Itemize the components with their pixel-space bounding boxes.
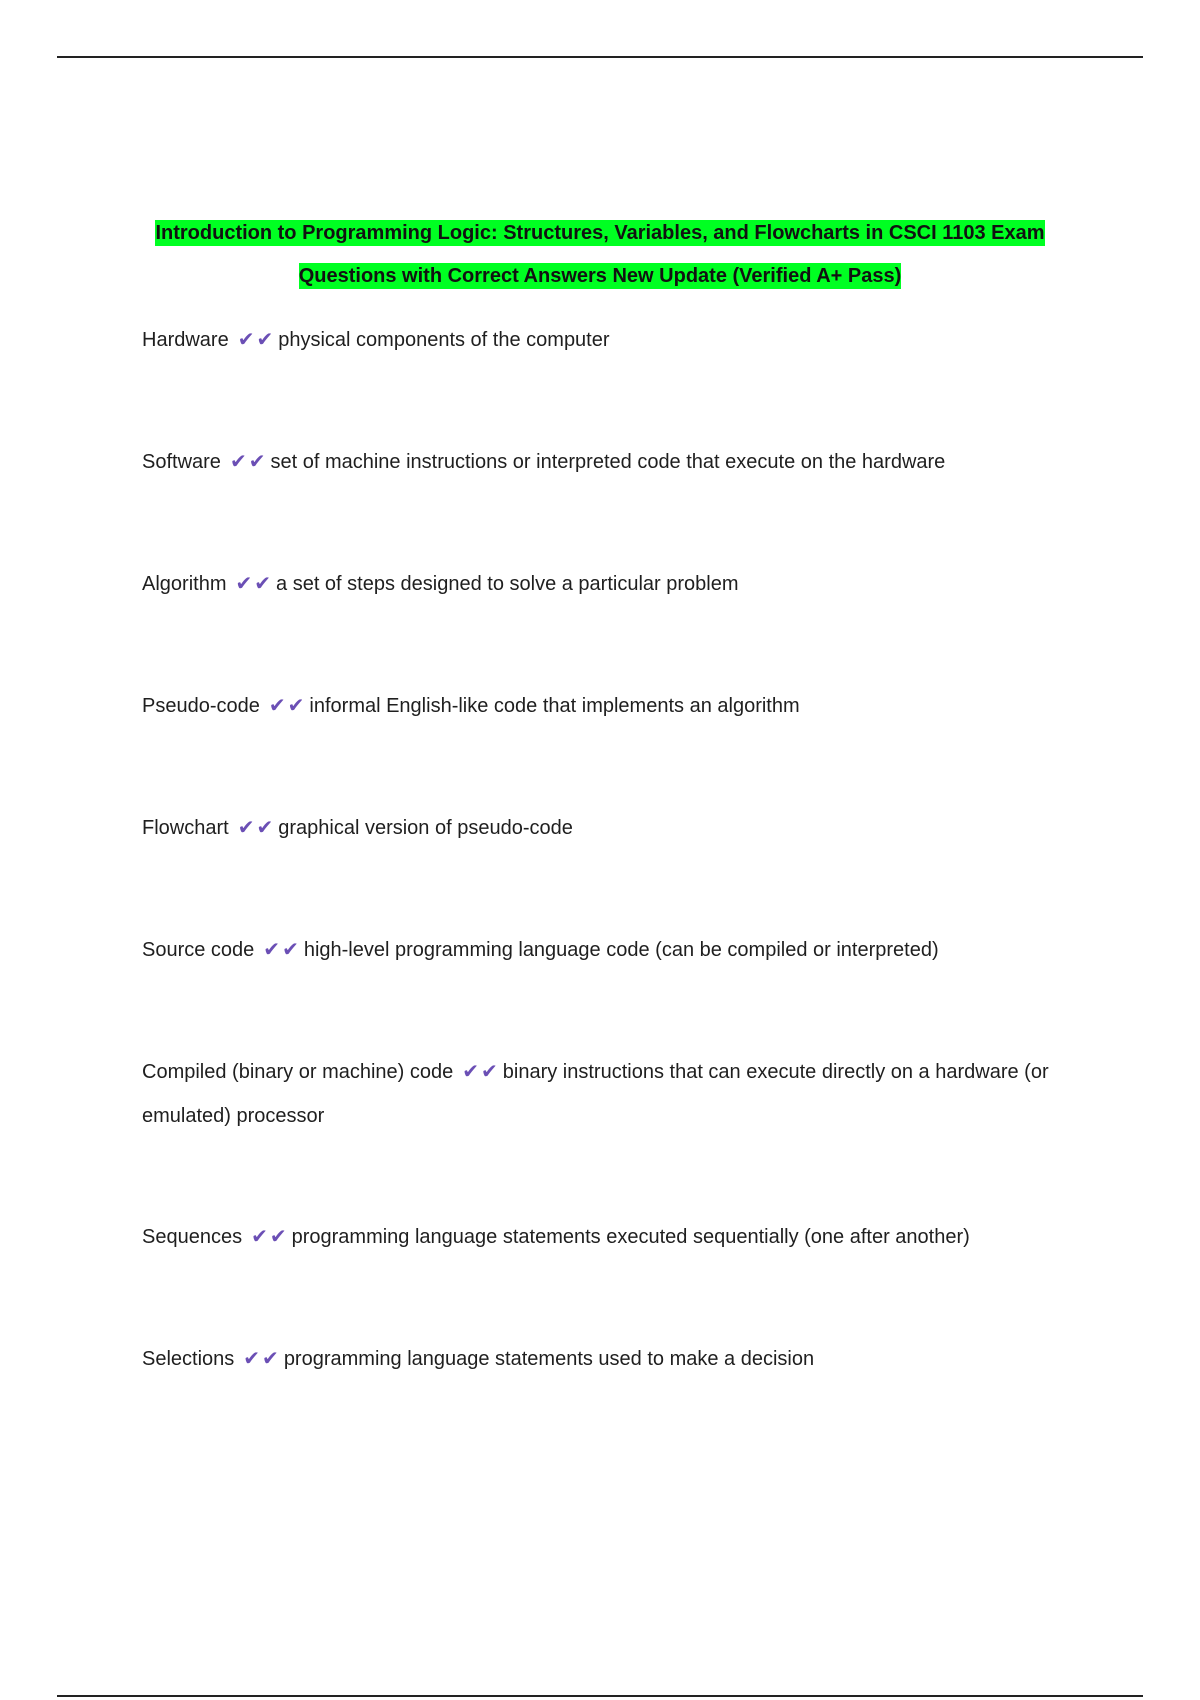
definition: set of machine instructions or interpreted code that execute on the hardware bbox=[270, 451, 946, 473]
list-item bbox=[142, 1050, 1082, 1138]
check-icon: ✔ bbox=[462, 1061, 480, 1083]
double-check-icon bbox=[234, 573, 272, 595]
check-icon: ✔ bbox=[243, 1348, 261, 1370]
check-icon: ✔ bbox=[237, 817, 255, 839]
list-item bbox=[142, 562, 1082, 606]
document-title bbox=[140, 212, 1060, 298]
term: Sequences bbox=[142, 1226, 243, 1248]
definition: graphical version of pseudo-code bbox=[278, 817, 573, 839]
definition: a set of steps designed to solve a particular problem bbox=[276, 573, 739, 595]
check-icon: ✔ bbox=[481, 1061, 498, 1083]
definition: informal English-like code that implements an algorithm bbox=[309, 695, 800, 717]
double-check-icon bbox=[461, 1061, 499, 1083]
list-item bbox=[142, 440, 1082, 484]
term: Pseudo-code bbox=[142, 695, 260, 717]
definition: physical components of the computer bbox=[278, 329, 610, 351]
definition: programming language statements used to make a decision bbox=[283, 1348, 815, 1370]
double-check-icon bbox=[242, 1348, 280, 1370]
definition: high-level programming language code (can be compiled or interpreted) bbox=[303, 939, 939, 961]
check-icon: ✔ bbox=[268, 695, 286, 717]
check-icon: ✔ bbox=[256, 817, 274, 839]
list-item bbox=[142, 1337, 1082, 1381]
double-check-icon bbox=[237, 817, 275, 839]
term: Compiled (binary or machine) code bbox=[142, 1061, 454, 1083]
double-check-icon bbox=[237, 329, 275, 351]
check-icon: ✔ bbox=[235, 573, 253, 595]
check-icon: ✔ bbox=[282, 939, 299, 961]
check-icon: ✔ bbox=[263, 939, 281, 961]
term: Flowchart bbox=[142, 817, 229, 839]
check-icon: ✔ bbox=[229, 451, 247, 473]
top-rule bbox=[57, 56, 1143, 58]
check-icon: ✔ bbox=[251, 1226, 268, 1248]
definition: programming language statements executed sequentially (one after another) bbox=[291, 1226, 970, 1248]
list-item bbox=[142, 928, 1082, 972]
definition: binary instructions that can execute directly on a hardware (or emulated) processor bbox=[142, 1061, 1049, 1127]
term: Hardware bbox=[142, 329, 229, 351]
check-icon: ✔ bbox=[256, 329, 274, 351]
double-check-icon bbox=[268, 695, 306, 717]
term: Software bbox=[142, 451, 221, 473]
double-check-icon bbox=[262, 939, 300, 961]
bottom-rule bbox=[57, 1695, 1143, 1697]
check-icon: ✔ bbox=[262, 1348, 279, 1370]
list-item bbox=[142, 318, 1082, 362]
title-line-2: Questions with Correct Answers New Update (Verified A+ Pass) bbox=[298, 265, 902, 287]
double-check-icon bbox=[250, 1226, 288, 1248]
check-icon: ✔ bbox=[248, 451, 266, 473]
check-icon: ✔ bbox=[237, 329, 255, 351]
term: Source code bbox=[142, 939, 255, 961]
term: Algorithm bbox=[142, 573, 227, 595]
term: Selections bbox=[142, 1348, 235, 1370]
double-check-icon bbox=[229, 451, 267, 473]
check-icon: ✔ bbox=[254, 573, 272, 595]
title-line-1: Introduction to Programming Logic: Structures, Variables, and Flowcharts in CSCI 1103 Exam bbox=[155, 222, 1045, 244]
list-item bbox=[142, 684, 1082, 728]
list-item bbox=[142, 1215, 1082, 1259]
check-icon: ✔ bbox=[269, 1226, 287, 1248]
list-item bbox=[142, 806, 1082, 850]
check-icon: ✔ bbox=[287, 695, 305, 717]
